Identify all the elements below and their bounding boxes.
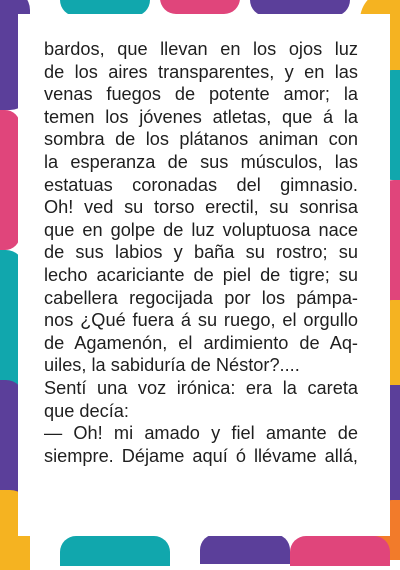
pink-shape — [0, 110, 20, 250]
purple-shape — [200, 534, 290, 564]
text-line: de sus labios y baña su rostro; su — [44, 242, 358, 263]
text-line: venas fuegos de potente amor; la — [44, 84, 358, 105]
text-line: Oh! ved su torso erectil, su sonrisa — [44, 197, 358, 218]
text-line: bardos, que llevan en los ojos luz — [44, 39, 358, 59]
text-line: Sentí una voz irónica: era la careta — [44, 377, 358, 398]
text-line: uiles, la sabiduría de Néstor?.... — [44, 355, 300, 376]
paragraph-3 — [44, 422, 358, 467]
text-line: cabellera regocijada por los pámpa- — [44, 287, 358, 308]
text-line: — Oh! mi amado y fiel amante de — [44, 423, 358, 444]
pink-shape — [160, 0, 240, 14]
text-line: lecho acariciante de piel de tigre; su — [44, 264, 358, 285]
text-line: sombra de los plátanos animan con — [44, 129, 358, 150]
paragraph-1 — [44, 38, 358, 377]
text-line: que en golpe de luz voluptuosa nace — [44, 219, 358, 240]
text-line: nos ¿Qué fuera á su ruego, el orgullo — [44, 310, 358, 331]
text-line: estatuas coronadas del gimnasio. — [44, 174, 358, 195]
text-line: temen los jóvenes atletas, que á la — [44, 106, 358, 127]
text-line: la esperanza de sus músculos, las — [44, 151, 358, 172]
teal-shape — [60, 536, 170, 566]
text-line: de los aires transparentes, y en las — [44, 61, 358, 82]
text-line: que decía: — [44, 400, 129, 421]
paragraph-2 — [44, 377, 358, 422]
text-line: de Agamenón, el ardimiento de Aq- — [44, 332, 358, 353]
pink-shape — [290, 536, 390, 566]
text-line: siempre. Déjame aquí ó llévame allá, — [44, 445, 358, 466]
document-text — [44, 38, 358, 467]
